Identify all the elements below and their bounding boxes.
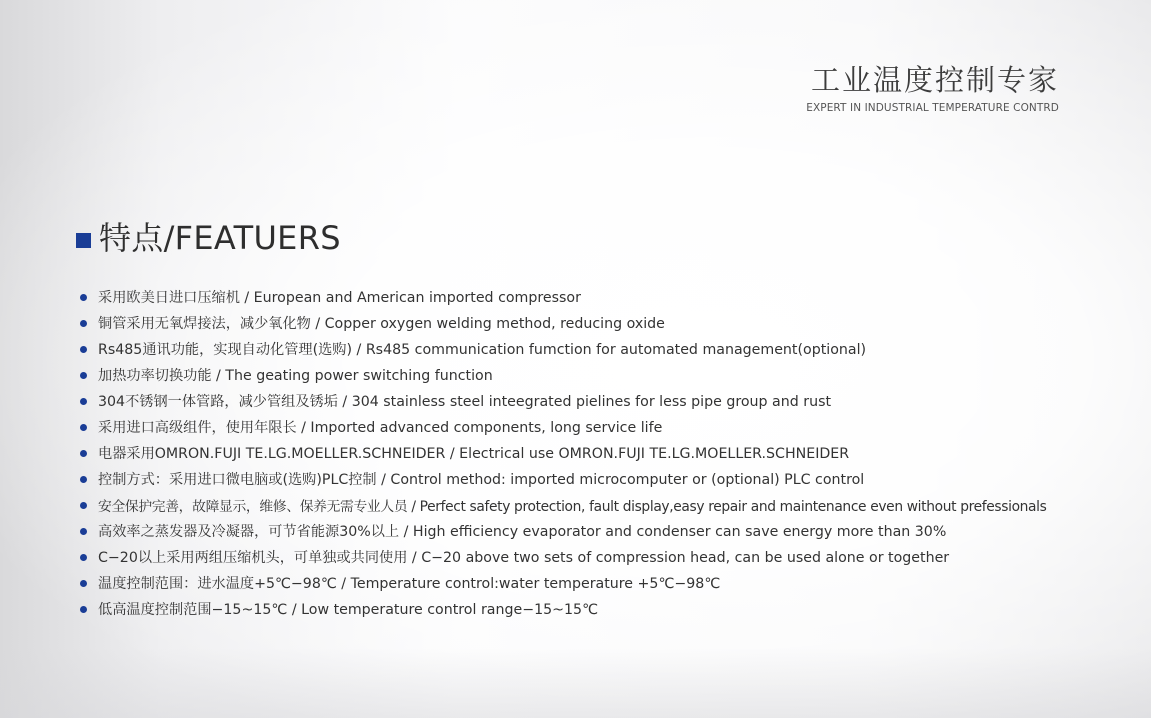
heading-square-icon — [76, 233, 91, 248]
bullet-icon — [80, 294, 87, 301]
bullet-icon — [80, 606, 87, 613]
feature-list — [80, 284, 1047, 622]
feature-text: 低高温度控制范围−15~15℃ / Low temperature control range−15~15℃ — [98, 602, 599, 618]
bullet-icon — [80, 320, 87, 327]
features-title: 特点/FEATUERS — [99, 219, 341, 257]
bullet-icon — [80, 476, 87, 483]
bullet-icon — [80, 424, 87, 431]
feature-text: 高效率之蒸发器及冷凝器，可节省能源30%以上 / High efficiency evaporator and condenser can save energy more than 30% — [98, 524, 947, 540]
feature-text: 采用欧美日进口压缩机 / European and American imported compressor — [98, 290, 581, 306]
list-item — [80, 570, 1047, 596]
brand-block — [806, 62, 1059, 114]
list-item — [80, 284, 1047, 310]
feature-text: 温度控制范围：进水温度+5℃−98℃ / Temperature control:water temperature +5℃−98℃ — [98, 576, 721, 592]
bullet-icon — [80, 502, 87, 509]
feature-text: 304不锈钢一体管路，减少管组及锈垢 / 304 stainless steel inteegrated pielines for less pipe group and rust — [98, 394, 832, 410]
feature-text: C−20以上采用两组压缩机头，可单独或共同使用 / C−20 above two sets of compression head, can be used alone or together — [98, 550, 950, 566]
list-item — [80, 388, 1047, 414]
list-item — [80, 466, 1047, 492]
brand-title: 工业温度控制专家 — [810, 63, 1059, 97]
list-item — [80, 440, 1047, 466]
bullet-icon — [80, 450, 87, 457]
list-item — [80, 310, 1047, 336]
feature-text: Rs485通讯功能，实现自动化管理(选购) / Rs485 communication fumction for automated management(optional) — [98, 342, 867, 358]
list-item — [80, 492, 1047, 518]
list-item — [80, 414, 1047, 440]
feature-text: 安全保护完善，故障显示，维修、保养无需专业人员 / Perfect safety protection, fault display,easy repair and maintenance even without prefessionals — [98, 499, 1047, 515]
feature-text: 采用进口高级组件，使用年限长 / Imported advanced components, long service life — [98, 420, 663, 436]
bullet-icon — [80, 554, 87, 561]
bullet-icon — [80, 346, 87, 353]
feature-text: 铜管采用无氧焊接法，减少氧化物 / Copper oxygen welding method, reducing oxide — [98, 316, 665, 332]
list-item — [80, 362, 1047, 388]
bullet-icon — [80, 580, 87, 587]
bullet-icon — [80, 398, 87, 405]
brand-subtitle: EXPERT IN INDUSTRIAL TEMPERATURE CONTRD — [806, 102, 1059, 114]
list-item — [80, 544, 1047, 570]
features-heading — [76, 218, 341, 258]
feature-text: 控制方式：采用进口微电脑或(选购)PLC控制 / Control method: imported microcomputer or (optional) PLC control — [98, 472, 865, 488]
feature-text: 加热功率切换功能 / The geating power switching function — [98, 368, 493, 384]
list-item — [80, 518, 1047, 544]
background-fade — [0, 648, 1151, 718]
feature-text: 电器采用OMRON.FUJI TE.LG.MOELLER.SCHNEIDER / Electrical use OMRON.FUJI TE.LG.MOELLER.SCHNEIDER — [98, 446, 850, 462]
bullet-icon — [80, 528, 87, 535]
list-item — [80, 596, 1047, 622]
bullet-icon — [80, 372, 87, 379]
list-item — [80, 336, 1047, 362]
